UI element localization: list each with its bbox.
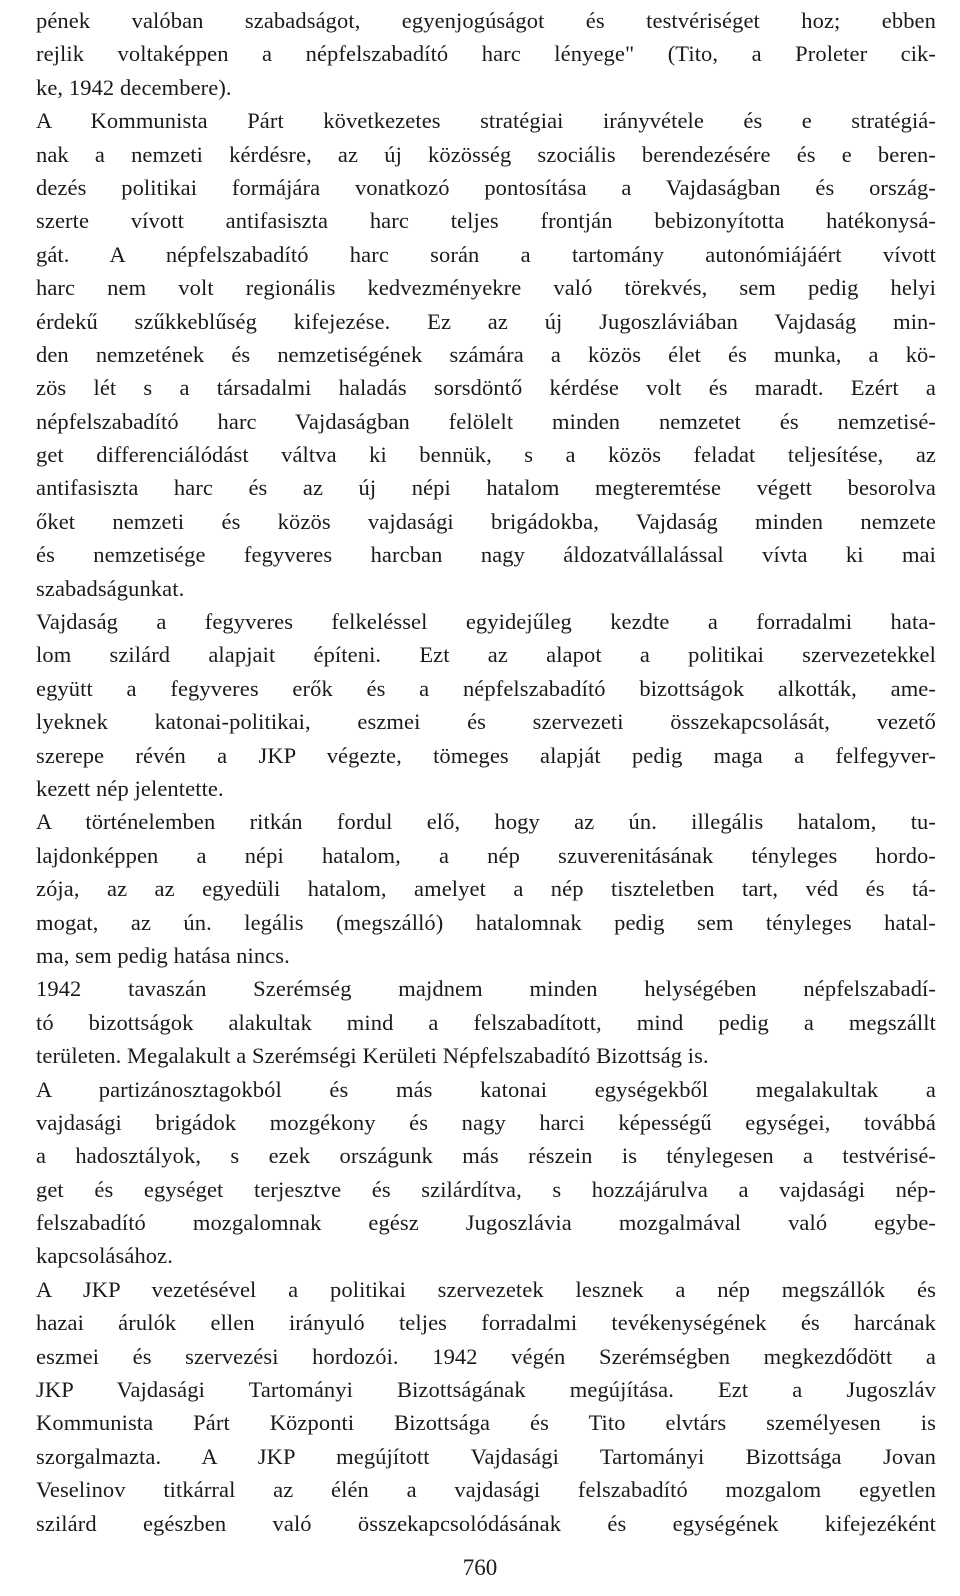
text-line: szilárd egészben való összekapcsolódásának és egységének kifejezéként xyxy=(36,1510,936,1536)
text-line: kapcsolásához. xyxy=(36,1243,173,1269)
text-line: lyeknek katonai-politikai, eszmei és szervezeti összekapcsolását, vezető xyxy=(36,709,936,735)
paragraph-start-line: A partizánosztagokból és más katonai egységekből megalakultak a xyxy=(36,1076,936,1102)
text-line: népfelszabadító harc Vajdaságban felölelt minden nemzetet és nemzetisé- xyxy=(36,408,936,434)
text-line: a hadosztályok, s ezek országunk más részein is ténylegesen a testvérisé- xyxy=(36,1143,936,1169)
text-line: kezett nép jelentette. xyxy=(36,775,224,801)
text-line: harc nem volt regionális kedvezményekre való törekvés, sem pedig helyi xyxy=(36,275,936,301)
text-line: együtt a fegyveres erők és a népfelszabadító bizottságok alkották, ame- xyxy=(36,675,936,701)
text-line: zója, az az egyedüli hatalom, amelyet a nép tiszteletben tart, véd és tá- xyxy=(36,876,936,902)
text-line: szorgalmazta. A JKP megújított Vajdasági Tartományi Bizottsága Jovan xyxy=(36,1443,936,1469)
text-line: lom szilárd alapjait építeni. Ezt az alapot a politikai szervezetekkel xyxy=(36,642,936,668)
text-line: szerte vívott antifasiszta harc teljes frontján bebizonyította hatékonysá- xyxy=(36,208,936,234)
text-line: dezés politikai formájára vonatkozó pontosítása a Vajdaságban és ország- xyxy=(36,174,936,200)
text-line: felszabadító mozgalomnak egész Jugoszlávia mozgalmával való egybe- xyxy=(36,1210,936,1236)
text-line: Veselinov titkárral az élén a vajdasági felszabadító mozgalom egyetlen xyxy=(36,1477,936,1503)
text-line: rejlik voltaképpen a népfelszabadító harc lényege" (Tito, a Proleter cik- xyxy=(36,41,936,67)
text-line: get és egységet terjesztve és szilárdítva, s hozzájárulva a vajdasági nép- xyxy=(36,1176,936,1202)
body-text xyxy=(36,4,936,1540)
text-line: pének valóban szabadságot, egyenjogúságot és testvériséget hoz; ebben xyxy=(36,8,936,33)
text-line: ke, 1942 decembere). xyxy=(36,74,232,100)
text-line: vajdasági brigádok mozgékony és nagy harci képességű egységei, továbbá xyxy=(36,1109,936,1135)
text-line: tó bizottságok alakultak mind a felszabadított, mind pedig a megszállt xyxy=(36,1009,936,1035)
text-line: Kommunista Párt Központi Bizottsága és Tito elvtárs személyesen is xyxy=(36,1410,936,1436)
text-line: szerepe révén a JKP végezte, tömeges alapját pedig maga a felfegyver- xyxy=(36,742,936,768)
text-line: nak a nemzeti kérdésre, az új közösség szociális berendezésére és e beren- xyxy=(36,141,936,167)
paragraph-start-line: Vajdaság a fegyveres felkeléssel egyidejűleg kezdte a forradalmi hata- xyxy=(36,609,936,635)
text-line: gát. A népfelszabadító harc során a tartomány autonómiájáért vívott xyxy=(36,241,936,267)
text-line: és nemzetisége fegyveres harcban nagy áldozatvállalással vívta ki mai xyxy=(36,542,936,568)
text-line: érdekű szűkkeblűség kifejezése. Ez az új Jugoszláviában Vajdaság min- xyxy=(36,308,936,334)
text-line: zös lét s a társadalmi haladás sorsdöntő kérdése volt és maradt. Ezért a xyxy=(36,375,936,401)
text-line: lajdonképpen a népi hatalom, a nép szuverenitásának tényleges hordo- xyxy=(36,842,936,868)
text-line: eszmei és szervezési hordozói. 1942 végén Szerémségben megkezdődött a xyxy=(36,1343,936,1369)
text-line: antifasiszta harc és az új népi hatalom megteremtése végett besorolva xyxy=(36,475,936,501)
text-line: szabadságunkat. xyxy=(36,575,185,601)
paragraph-start-line: A Kommunista Párt következetes stratégiai irányvétele és e stratégiá- xyxy=(36,108,936,134)
text-line: get differenciálódást váltva ki bennük, s a közös feladat teljesítése, az xyxy=(36,442,936,468)
paragraph-start-line: 1942 tavaszán Szerémség majdnem minden helységében népfelszabadí- xyxy=(36,976,936,1002)
text-line: ma, sem pedig hatása nincs. xyxy=(36,942,290,968)
text-line: den nemzetének és nemzetiségének számára a közös élet és munka, a kö- xyxy=(36,341,936,367)
page-number: 760 xyxy=(462,1555,498,1580)
paragraph-start-line: A történelemben ritkán fordul elő, hogy az ún. illegális hatalom, tu- xyxy=(36,809,936,835)
text-line: hazai árulók ellen irányuló teljes forradalmi tevékenységének és harcának xyxy=(36,1310,936,1336)
paragraph-start-line: A JKP vezetésével a politikai szervezetek lesznek a nép megszállók és xyxy=(36,1276,936,1302)
text-line: mogat, az ún. legális (megszálló) hatalomnak pedig sem tényleges hatal- xyxy=(36,909,936,935)
text-line: területen. Megalakult a Szerémségi Kerületi Népfelszabadító Bizottság is. xyxy=(36,1043,709,1069)
text-line: JKP Vajdasági Tartományi Bizottságának megújítása. Ezt a Jugoszláv xyxy=(36,1377,936,1403)
text-line: őket nemzeti és közös vajdasági brigádokba, Vajdaság minden nemzete xyxy=(36,508,936,534)
